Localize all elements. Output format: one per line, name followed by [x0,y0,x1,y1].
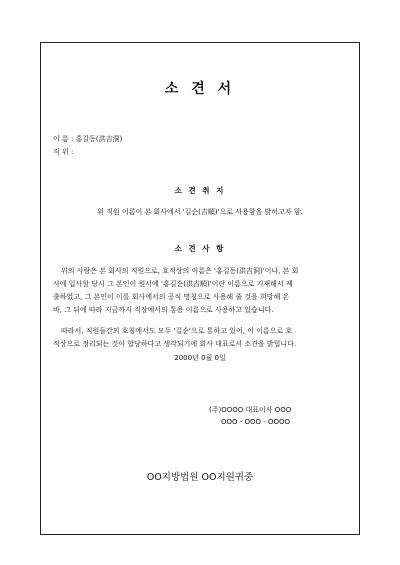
para2-line: 적상으로 정리되는 것이 합당하다고 생각되기에 회사 대표로서 소견을 밝힙니다. [53,340,297,348]
position-field [53,147,73,157]
position-label: 직 위 : [53,148,74,156]
company-signature: (주)OOOO 대표이사 OOO [209,406,292,414]
name-value: 홍길동(洪吉洞) [75,135,123,143]
para1-line: 출하였고, 그 본인이 이를 회사에서의 공식 명칭으로 사용해 줄 것을 희망해 온 [53,293,290,301]
document-date: 2000년 0월 0일 [174,354,226,362]
para1-line: 위의 사람은 본 회사의 직원으로, 호적상의 이름은 '홍길동(洪吉洞)'이나, 본 회 [61,267,299,275]
name-field [53,134,122,144]
section2-paragraph2 [53,325,347,351]
para2-line: 따라서, 직원들간의 호칭에서도 모두 '길순'으로 통하고 있어, 이 이름으로 호 [61,327,293,335]
para1-line: 사에 입사할 당시 그 본인이 원서에 '홍길순(洪吉順)'이란 이름으로 기재해서 제 [53,280,293,288]
name-label: 이 름 : [53,135,74,143]
section2-heading: 소 견 사 항 [174,244,226,253]
document-page [40,42,360,535]
document-title: 소 견 서 [164,81,236,97]
section1-heading: 소 견 취 지 [174,186,226,195]
para1-line: 바, 그 뒤에 따라 지금까지 직장에서의 통용 이름으로 사용하고 있습니다. [53,306,274,314]
section2-paragraph1 [53,265,347,317]
court-recipient: OO지방법원 OO지원귀중 [146,472,254,483]
phone-number: OOO - OOO - OOOO [221,418,291,426]
section1-text: 위 직원 이름이 본 회사에서 '길순(吉順)'으로 사용함을 밝히고자 함. [97,208,303,216]
